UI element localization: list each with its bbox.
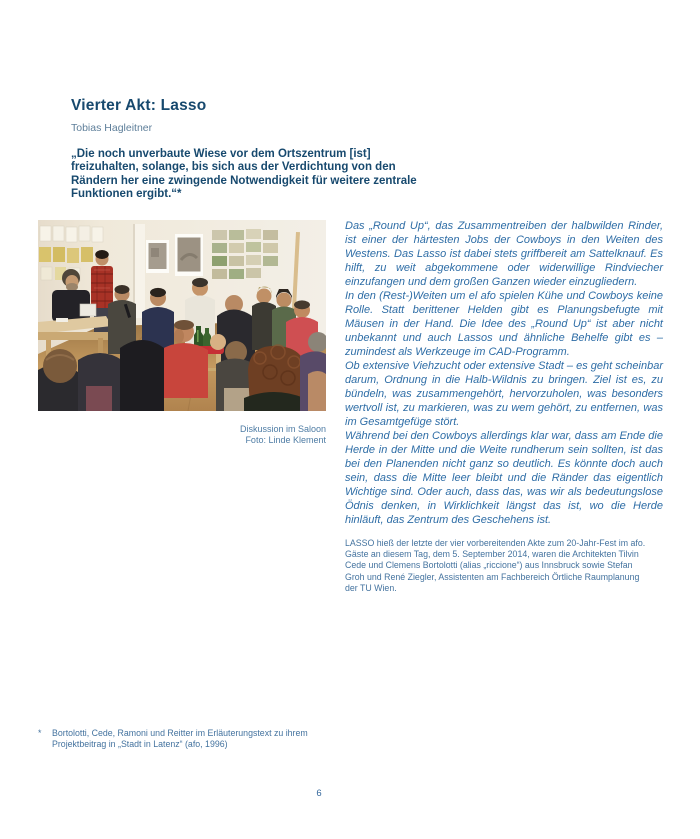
footnote: [38, 728, 350, 750]
foreground-person-dark: [78, 353, 122, 411]
event-note: LASSO hieß der letzte der vier vorbereitenden Akte zum 20-Jahr-Fest im afo. Gäste an diesem Tag, dem 5. September 2014, waren die Architekten Tilvin Cede und Clemens Bortolotti (alias „riccione“) aus Innsbruck sowie Stefan Groh und René Ziegler, Assistenten am Fachbereich Örtliche Raumplanung der TU Wien.: [345, 538, 646, 593]
lead-quote: „Die noch unverbaute Wiese vor dem Ortszentrum [ist] freizuhalten, solange, bis sich aus der Verdichtung von den Rändern her eine zwingende Notwendigkeit für weitere zentrale Funktionen ergibt.“*: [71, 148, 417, 201]
woman-curly-hair: [244, 345, 308, 411]
blonde-head: [210, 334, 226, 350]
author-name: Tobias Hagleitner: [71, 122, 153, 134]
photo-caption-title: Diskussion im Saloon: [239, 424, 326, 434]
body-paragraph: Das „Round Up“, das Zusammentreiben der halbwilden Rinder, ist einer der härtesten Jobs der Cowboys in den Weiten des Westens. Das Lasso ist dabei stets griffbereit am Sattelknauf. Es hilft, zu weit abgekommene oder widerwillige Rindviecher einzufangen und dem großen Ganzen wieder einzugliedern.: [345, 220, 663, 288]
body-paragraph: In den (Rest-)Weiten um el afo spielen Kühe und Cowboys keine Rolle. Statt berittener Helden gibt es Planungsbefugte mit Mäusen in der Hand. Die Idee des „Round Up“ ist aber nicht unbekannt und auch Lassos und ähnliche Behelfe gibt es – zumindest als Werkzeuge im CAD-Programm.: [345, 290, 663, 358]
page-number: 6: [316, 788, 322, 799]
body-paragraph: Während bei den Cowboys allerdings klar war, dass am Ende die Herde in der Mitte und die Weite rundherum sein sollten, ist das bei den Planenden nicht ganz so deutlich. Es könnte doch auch sein, dass die Mitte leer bleibt und die Ränder das eigentlich Wichtige sind. Oder auch, dass das, was wir als bedeutungslose Ödnis denken, in Wirklichkeit längst das ist, wo die Herde hinläuft, das Zentrum des Geschehens ist.: [345, 430, 663, 526]
photo-caption: [38, 424, 326, 446]
page-title: Vierter Akt: Lasso: [71, 97, 207, 114]
photo-discussion-saloon: [38, 220, 326, 411]
body-paragraph: Ob extensive Viehzucht oder extensive Stadt – es geht scheinbar darum, Ordnung in die Halb-Wildnis zu bringen. Ziel ist es, zu bündeln, was zusammengehört, hervorzuholen, was besonders wertvoll ist, zu markieren, was zu wem gehört, zu entfernen, was im Gesamtgefüge stört.: [345, 360, 663, 428]
photo-caption-credit: Foto: Linde Klement: [245, 435, 326, 445]
body-text-column: [345, 219, 663, 594]
footnote-text: Bortolotti, Cede, Ramoni und Reitter im Erläuterungstext zu ihrem Projektbeitrag in „Stadt in Latenz“ (afo, 1996): [52, 728, 308, 749]
footnote-marker: *: [38, 728, 42, 738]
photo-illustration: [38, 220, 326, 411]
foreground-hoodie-back: [120, 340, 164, 411]
